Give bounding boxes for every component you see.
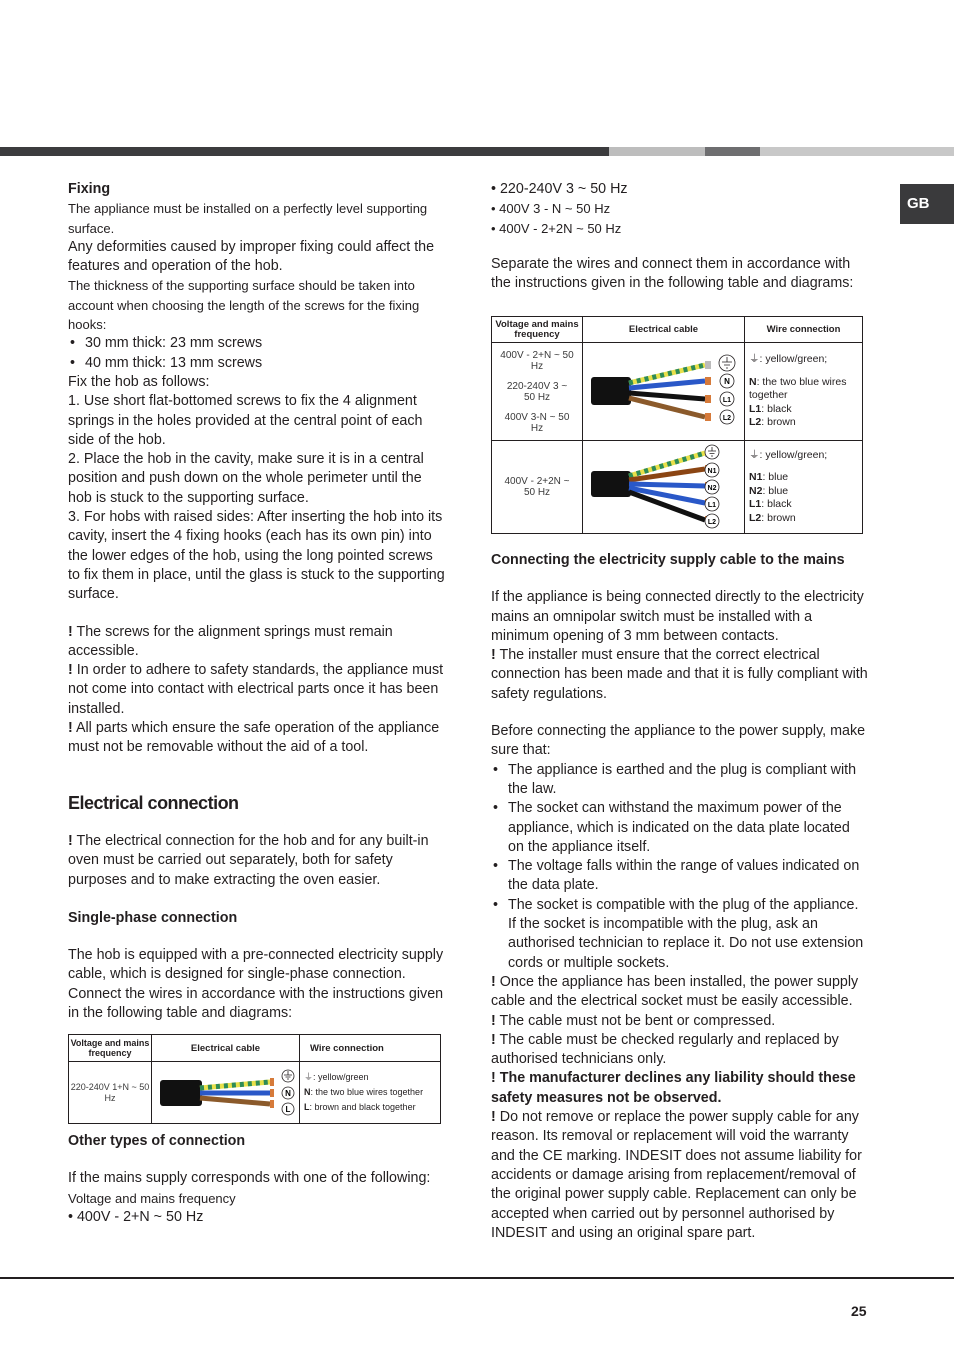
wire-key: N2 (749, 484, 763, 497)
warning-mark: ! (491, 647, 496, 664)
warning (491, 646, 869, 704)
wire-value: : black (761, 498, 792, 511)
warning-mark: ! (491, 973, 496, 990)
wire-value: : brown (761, 416, 796, 429)
wire-earth: : yellow/green; (759, 448, 828, 461)
warning-text: The manufacturer declines any liability should these safety measures not be observed. (491, 1070, 856, 1106)
svg-text:L: L (285, 1105, 291, 1114)
step-3: 3. For hobs with raised sides: After inserting the hob into its cavity, insert the 4 fixing hooks (each has its own pin) into the lower edges of the hob, using the long pointed screws to fix them in place, until the glass is stuck to the supporting surface. (68, 509, 445, 603)
step-1: 1. Use short flat-bottomed screws to fix the 4 alignment springs in the holes provided at the central point of each side of the hob. (68, 393, 423, 448)
single-phase-table (68, 1034, 441, 1124)
header-bar-light-end (760, 147, 954, 156)
wire-key: L1 (749, 498, 762, 511)
paragraph: Before connecting the appliance to the power supply, make sure that: (491, 723, 866, 759)
svg-text:N: N (285, 1089, 291, 1098)
paragraph: The thickness of the supporting surface should be taken into account when choosing the length of the screws for the fixing hooks: (68, 278, 420, 333)
warning-mark: ! (491, 1070, 496, 1087)
fixing-heading: Fixing (68, 181, 111, 197)
warning-text: Once the appliance has been installed, the power supply cable and the electrical socket must be easily accessible. (491, 973, 859, 1010)
wire-value: : brown (761, 511, 796, 524)
other-types-heading: Other types of connection (68, 1133, 246, 1149)
paragraph: Separate the wires and connect them in accordance with the instructions given in the following table and diagrams: (491, 255, 854, 292)
multi-phase-table (491, 316, 863, 534)
svg-text:L1: L1 (707, 502, 717, 509)
frequency-value: 220-240V 3 ~ 50 Hz (506, 380, 568, 403)
warning-mark: ! (68, 832, 73, 849)
table-cell-wires (745, 441, 863, 534)
right-column-top (491, 180, 869, 293)
svg-text:L2: L2 (707, 519, 717, 526)
warning (68, 832, 446, 890)
wire-key: L2 (749, 511, 762, 524)
list-item: • The appliance is earthed and the plug is compliant with the law. (491, 761, 869, 800)
wire-value: : blue (762, 471, 789, 484)
paragraph: The appliance must be installed on a perfectly level supporting surface. (68, 201, 428, 236)
wire-key: N (304, 1087, 311, 1097)
frequency-value: 400V - 2+N ~ 50 Hz (500, 349, 574, 372)
svg-text:N1: N1 (707, 468, 717, 475)
single-phase-heading: Single-phase connection (68, 909, 238, 926)
paragraph: If the appliance is being connected directly to the electricity mains an omnipolar switch must be installed with a minimum opening of 3 mm between contacts. (491, 589, 864, 644)
cable-image (583, 441, 744, 530)
warning-mark: ! (491, 1012, 496, 1029)
right-column-bottom (491, 551, 869, 1243)
warning (68, 661, 446, 719)
list-item: • 30 mm thick: 23 mm screws (68, 334, 446, 353)
list-item: • 220-240V 3 ~ 50 Hz (491, 181, 628, 197)
electrical-connection-heading: Electrical connection (68, 792, 239, 813)
svg-text:N2: N2 (707, 485, 717, 492)
warning-text: The installer must ensure that the correct electrical connection has been made and that it is fully compliant with safety regulations. (491, 647, 868, 702)
warning (491, 1108, 869, 1243)
earth-icon: ⏚ (749, 448, 760, 461)
wire-value: : brown and black together (309, 1102, 416, 1112)
header-bar-mid (705, 147, 760, 156)
warning (491, 973, 869, 1012)
header-bar-light (609, 147, 705, 156)
list-item: • 400V - 2+N ~ 50 Hz (68, 1208, 204, 1225)
warning-text: In order to adhere to safety standards, the appliance must not come into contact with electrical parts once it has been installed. (68, 662, 444, 717)
language-tab: GB (900, 184, 954, 224)
cable-image (152, 1062, 299, 1120)
header-bar-dark (0, 147, 609, 156)
warning (68, 623, 446, 662)
footer-rule (0, 1277, 954, 1279)
earth-icon: ⏚ (749, 353, 760, 366)
left-column (68, 180, 446, 1023)
warning (491, 1012, 869, 1031)
wire-value: : the two blue wires together (749, 375, 847, 402)
warning-mark: ! (68, 720, 73, 737)
svg-text:L1: L1 (722, 397, 732, 404)
list-item: • The voltage falls within the range of values indicated on the data plate. (491, 857, 869, 896)
list-item: • 400V - 2+2N ~ 50 Hz (491, 220, 622, 236)
wire-key: L (304, 1102, 310, 1112)
wire-value: : the two blue wires together (310, 1087, 424, 1097)
list-item: • 40 mm thick: 13 mm screws (68, 354, 446, 373)
table-cell-frequency (492, 441, 583, 534)
table-header-wire: Wire connection (745, 317, 863, 343)
warning (491, 1031, 869, 1070)
list-item: • The socket is compatible with the plug of the appliance. If the socket is incompatible with the plug, ask an authorised technician to replace it. Do not use extension cords or multiple sockets. (491, 896, 869, 973)
table-header-voltage: Voltage and mains frequency (69, 1035, 152, 1062)
table-cell-frequency (492, 343, 583, 441)
cable-image (583, 343, 744, 437)
svg-text:L2: L2 (722, 415, 732, 422)
table-header-cable: Electrical cable (152, 1035, 300, 1062)
warning-text: Do not remove or replace the power supply cable for any reason. Its removal or replacement will void the warranty and the CE marking. INDESIT does not assume liability for accidents or damage arising from replacement/removal of the original power supply cable. Replacement can only be accepted when carried out by personnel authorised by INDESIT and using an original spare part. (491, 1109, 862, 1241)
svg-text:N: N (724, 377, 730, 386)
header-bar (0, 147, 954, 156)
wire-key: N (749, 375, 757, 388)
warning-text: The cable must be checked regularly and replaced by authorised technicians only. (491, 1031, 839, 1068)
wire-earth: : yellow/green; (759, 353, 828, 366)
warning-text: The electrical connection for the hob and for any built-in oven must be carried out separately, both for safety purposes and to make extracting the oven easier. (68, 832, 429, 888)
table-cell-wires (745, 343, 863, 441)
frequency-value: 400V - 2+2N ~ 50 Hz (504, 476, 570, 498)
warning-text: The cable must not be bent or compressed. (499, 1012, 776, 1029)
wire-value: : blue (762, 484, 789, 497)
warning-text: All parts which ensure the safe operation of the appliance must not be removable without the aid of a tool. (68, 720, 440, 756)
table-cell-frequency: 220-240V 1+N ~ 50 Hz (69, 1062, 152, 1124)
warning-mark: ! (68, 662, 73, 679)
warning-mark: ! (491, 1109, 496, 1126)
paragraph: Voltage and mains frequency (68, 1190, 236, 1206)
wire-key: N1 (749, 471, 763, 484)
frequency-value: 400V 3-N ~ 50 Hz (504, 411, 570, 434)
warning-text: The screws for the alignment springs must remain accessible. (68, 623, 393, 659)
warning-mark: ! (491, 1031, 496, 1048)
paragraph: The hob is equipped with a pre-connected electricity supply cable, which is designed for single-phase connection. Connect the wires in accordance with the instructions given in the following table and diagrams: (68, 947, 444, 1021)
table-header-cable: Electrical cable (583, 317, 745, 343)
list-item: • The socket can withstand the maximum power of the appliance, which is indicated on the data plate located on the appliance itself. (491, 799, 869, 857)
table-header-voltage: Voltage and mains frequency (492, 317, 583, 343)
table-cell-wires (300, 1062, 441, 1124)
left-column-bottom (68, 1132, 446, 1227)
cable-diagram (152, 1062, 300, 1124)
wire-key: L2 (749, 416, 762, 429)
cable-diagram (583, 343, 745, 441)
warning (68, 719, 446, 758)
paragraph: Fix the hob as follows: (68, 373, 210, 390)
warning-mark: ! (68, 623, 73, 640)
paragraph: Any deformities caused by improper fixing could affect the features and operation of the hob. (68, 238, 435, 275)
table-header-wire: Wire connection (300, 1035, 441, 1062)
step-2: 2. Place the hob in the cavity, make sure it is in a central position and push down on the whole perimeter until the hob is stuck to the supporting surface. (68, 451, 424, 506)
cable-diagram (583, 441, 745, 534)
wire-value: : black (761, 402, 792, 415)
warning (491, 1069, 869, 1108)
list-item: • 400V 3 - N ~ 50 Hz (491, 201, 611, 217)
earth-icon: ⏚ (304, 1072, 314, 1082)
wire-key: L1 (749, 402, 762, 415)
wire-earth: : yellow/green (313, 1072, 369, 1082)
connecting-heading: Connecting the electricity supply cable to the mains (491, 552, 845, 568)
paragraph: If the mains supply corresponds with one of the following: (68, 1170, 431, 1187)
page-number: 25 (851, 1303, 867, 1319)
